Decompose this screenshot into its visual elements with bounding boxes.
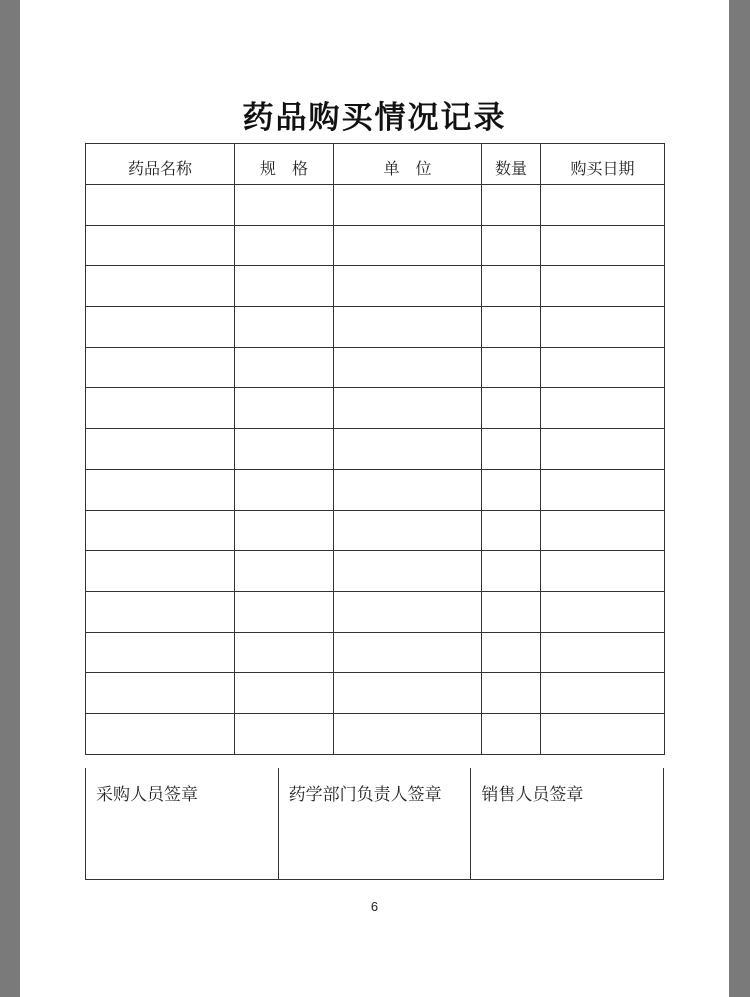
column-header-unit: 单 位 <box>334 144 482 185</box>
specification-cell <box>235 266 334 307</box>
unit-cell <box>334 307 482 348</box>
table-row <box>86 510 665 551</box>
drug-name-cell <box>86 591 235 632</box>
table-row <box>86 266 665 307</box>
column-header-quantity: 数量 <box>482 144 541 185</box>
purchaser-signature-label: 采购人员签章 <box>96 785 198 805</box>
unit-cell <box>334 347 482 388</box>
unit-cell <box>334 388 482 429</box>
table-row <box>86 307 665 348</box>
table-row <box>86 673 665 714</box>
column-header-specification: 规 格 <box>235 144 334 185</box>
purchase-date-cell <box>541 591 665 632</box>
purchase-date-cell <box>541 551 665 592</box>
specification-cell <box>235 713 334 754</box>
unit-cell <box>334 429 482 470</box>
specification-cell <box>235 469 334 510</box>
column-header-drug-name: 药品名称 <box>86 144 235 185</box>
table-row <box>86 225 665 266</box>
quantity-cell <box>482 266 541 307</box>
purchase-record-table <box>85 143 665 755</box>
purchase-date-cell <box>541 510 665 551</box>
drug-name-cell <box>86 266 235 307</box>
table-header-row <box>86 144 665 185</box>
specification-cell <box>235 225 334 266</box>
signature-row <box>85 768 664 880</box>
quantity-cell <box>482 673 541 714</box>
drug-name-cell <box>86 429 235 470</box>
specification-cell <box>235 551 334 592</box>
drug-name-cell <box>86 347 235 388</box>
drug-name-cell <box>86 225 235 266</box>
unit-cell <box>334 673 482 714</box>
specification-cell <box>235 185 334 226</box>
unit-cell <box>334 510 482 551</box>
quantity-cell <box>482 185 541 226</box>
unit-cell <box>334 469 482 510</box>
purchase-date-cell <box>541 225 665 266</box>
purchase-date-cell <box>541 632 665 673</box>
table-row <box>86 551 665 592</box>
seller-signature-box <box>470 768 663 879</box>
purchase-date-cell <box>541 347 665 388</box>
drug-name-cell <box>86 713 235 754</box>
drug-name-cell <box>86 551 235 592</box>
page-number: 6 <box>370 899 379 914</box>
specification-cell <box>235 591 334 632</box>
drug-name-cell <box>86 469 235 510</box>
drug-name-cell <box>86 510 235 551</box>
table-row <box>86 713 665 754</box>
specification-cell <box>235 510 334 551</box>
specification-cell <box>235 388 334 429</box>
column-header-purchase-date: 购买日期 <box>541 144 665 185</box>
quantity-cell <box>482 551 541 592</box>
purchase-date-cell <box>541 388 665 429</box>
purchaser-signature-box <box>86 768 278 879</box>
quantity-cell <box>482 510 541 551</box>
drug-name-cell <box>86 673 235 714</box>
seller-signature-label: 销售人员签章 <box>481 785 584 805</box>
purchase-date-cell <box>541 429 665 470</box>
unit-cell <box>334 185 482 226</box>
unit-cell <box>334 591 482 632</box>
quantity-cell <box>482 591 541 632</box>
purchase-date-cell <box>541 307 665 348</box>
specification-cell <box>235 673 334 714</box>
table-row <box>86 429 665 470</box>
drug-name-cell <box>86 632 235 673</box>
unit-cell <box>334 713 482 754</box>
table-row <box>86 591 665 632</box>
quantity-cell <box>482 429 541 470</box>
quantity-cell <box>482 225 541 266</box>
pharmacy-head-signature-label: 药学部门负责人签章 <box>288 785 442 805</box>
unit-cell <box>334 266 482 307</box>
table-row <box>86 469 665 510</box>
table-row <box>86 347 665 388</box>
specification-cell <box>235 307 334 348</box>
pharmacy-head-signature-box <box>278 768 471 879</box>
unit-cell <box>334 225 482 266</box>
drug-name-cell <box>86 388 235 429</box>
specification-cell <box>235 429 334 470</box>
specification-cell <box>235 347 334 388</box>
specification-cell <box>235 632 334 673</box>
table-row <box>86 185 665 226</box>
quantity-cell <box>482 632 541 673</box>
drug-name-cell <box>86 185 235 226</box>
table-row <box>86 388 665 429</box>
quantity-cell <box>482 469 541 510</box>
quantity-cell <box>482 347 541 388</box>
purchase-date-cell <box>541 713 665 754</box>
purchase-date-cell <box>541 469 665 510</box>
table-body <box>86 185 665 755</box>
table-row <box>86 632 665 673</box>
quantity-cell <box>482 713 541 754</box>
quantity-cell <box>482 307 541 348</box>
purchase-date-cell <box>541 673 665 714</box>
purchase-date-cell <box>541 185 665 226</box>
document-page <box>20 0 729 997</box>
purchase-date-cell <box>541 266 665 307</box>
page-title: 药品购买情况记录 <box>242 100 507 136</box>
drug-name-cell <box>86 307 235 348</box>
unit-cell <box>334 632 482 673</box>
quantity-cell <box>482 388 541 429</box>
unit-cell <box>334 551 482 592</box>
